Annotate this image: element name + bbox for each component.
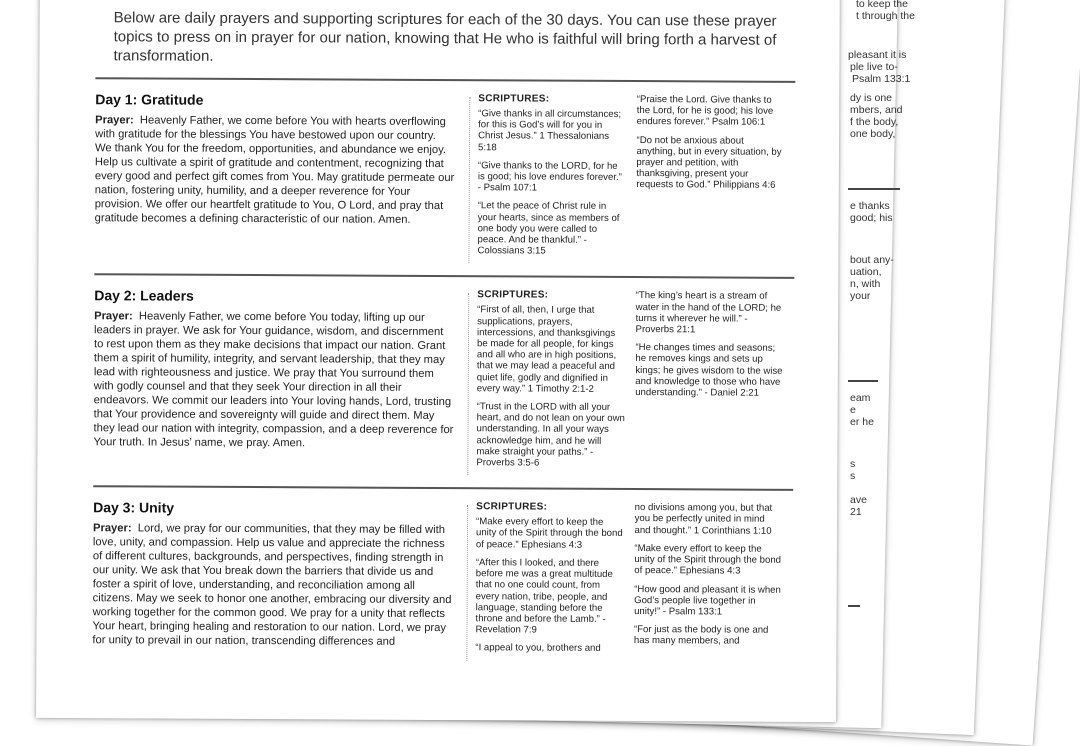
back-fragment: to keep the bbox=[856, 0, 908, 10]
scripture-quote: “Give thanks in all circumstances; for this is God’s will for you in Christ Jesus.” 1 Thessalonians 5:18 bbox=[477, 108, 622, 153]
prayer-body: Lord, we pray for our communities, that they may be filled with love, unity, and compassion. Help us value and appreciate the richness of different cultures, backgrounds, and perspectives, finding strength in our unity. We ask that You break down the barriers that divide us and foster a spirit of love, understanding, and reconciliation among all citizens. May we seek to honor one another, embracing our diversity and working together for the common good. We pray for a unity that reflects Your heart, bringing healing and restoration to our nation. Lord, we pray for unity to prevail in our nation, transcending differences and bbox=[92, 522, 452, 649]
scripture-quote: no divisions among you, but that you be perfectly united in mind and thought.” 1 Corinthians 1:10 bbox=[634, 502, 773, 537]
scripture-quote: “Give thanks to the LORD, for he is good; his love endures forever.” - Psalm 107:1 bbox=[477, 160, 622, 194]
prayer-text bbox=[93, 310, 454, 452]
scriptures-right bbox=[636, 94, 795, 265]
prayer-column bbox=[93, 288, 466, 476]
back-fragment: mbers, and bbox=[850, 104, 903, 116]
back-fragment: one body, bbox=[850, 128, 896, 140]
scripture-quote: “I appeal to you, brothers and bbox=[475, 642, 601, 655]
scriptures-right bbox=[634, 502, 793, 662]
scripture-quote: “For just as the body is one and has many members, and bbox=[633, 624, 769, 647]
back-fragment: s bbox=[850, 470, 856, 482]
back-page-rule bbox=[848, 188, 900, 190]
scriptures-column bbox=[477, 93, 795, 265]
back-fragment: e thanks bbox=[850, 200, 890, 212]
scriptures-left bbox=[476, 290, 635, 477]
back-fragment: t through the bbox=[856, 10, 915, 22]
column-divider bbox=[466, 505, 468, 660]
back-page-rule bbox=[848, 380, 878, 382]
scripture-quote: “The king’s heart is a stream of water in the hand of the LORD; he turns it wherever he will.” - Proverbs 21:1 bbox=[635, 290, 782, 336]
back-fragment: er he bbox=[850, 416, 874, 428]
back-fragment: Psalm 133:1 bbox=[852, 73, 911, 85]
back-fragment: uation, bbox=[850, 266, 882, 278]
scriptures-left bbox=[477, 93, 636, 264]
back-fragment: ple live to- bbox=[850, 61, 898, 73]
scriptures-column bbox=[475, 501, 793, 662]
front-page bbox=[36, 0, 840, 722]
scriptures-heading: SCRIPTURES: bbox=[478, 93, 550, 105]
prayer-body: Heavenly Father, we come before You with hearts overflowing with gratitude for the blessings You have bestowed upon our country. We thank You for the freedom, opportunities, and abundance we enjoy. Help us cultivate a spirit of gratitude and contentment, recognizing that every good and perfect gift comes from You. May gratitude permeate our nation, fostering unity, humility, and a deeper reverence for Your provision. We offer our heartfelt gratitude to You, O Lord, and pray that gratitude becomes a defining characteristic of our nation. Amen. bbox=[94, 114, 455, 226]
day-title: Day 1: Gratitude bbox=[95, 91, 204, 108]
prayer-label: Prayer: bbox=[94, 310, 133, 323]
scripture-quote: “Trust in the LORD with all your heart, and do not lean on your own understanding. In all your ways acknowledge him, and he will make straight your paths.” - Proverbs 3:5-6 bbox=[476, 401, 625, 469]
day-title: Day 2: Leaders bbox=[94, 287, 194, 305]
scriptures-left bbox=[475, 501, 634, 661]
back-fragment: pleasant it is bbox=[848, 49, 907, 61]
back-fragment: your bbox=[850, 290, 871, 302]
back-fragment: n, with bbox=[850, 278, 881, 290]
day-section-3 bbox=[92, 485, 793, 662]
scriptures-heading: SCRIPTURES: bbox=[477, 289, 549, 302]
scripture-quote: “Do not be anxious about anything, but in every situation, by prayer and petition, with thanksgiving, present your requests to God.” Philippians 4:6 bbox=[636, 134, 782, 192]
back-page-rule bbox=[848, 605, 860, 607]
back-fragment: 21 bbox=[850, 506, 862, 518]
back-fragment: e bbox=[850, 404, 856, 416]
back-fragment: good; his bbox=[850, 212, 893, 224]
back-fragment: s bbox=[850, 458, 856, 470]
scripture-quote: “Make every effort to keep the unity of the Spirit through the bond of peace.” Ephesians 4:3 bbox=[634, 542, 782, 577]
scriptures-column bbox=[476, 290, 794, 478]
day-section-2 bbox=[93, 274, 794, 478]
scripture-quote: “Praise the Lord. Give thanks to the Lord, for he is good; his love endures forever.” Psalm 106:1 bbox=[636, 94, 774, 129]
prayer-label: Prayer: bbox=[95, 114, 134, 127]
prayer-text bbox=[95, 113, 456, 227]
prayer-column bbox=[92, 499, 465, 660]
scripture-quote: “Make every effort to keep the unity of the Spirit through the bond of peace.” Ephesians 4:3 bbox=[475, 516, 623, 551]
prayer-body: Heavenly Father, we come before You today, lifting up our leaders in prayer. We ask for Your guidance, wisdom, and discernment to rest upon them as they make decisions that impact our nation. Grant them a spirit of humility, integrity, and servant leadership, that they may lead with righteousness and justice. We pray that You surround them with godly counsel and that they seek Your direction in all their endeavors. We commit our leaders into Your loving hands, Lord, trusting that Your providence and sovereignty will guide and direct them. May they lead our nation with integrity, compassion, and a deep reverence for Your truth. In Jesus’ name, we pray. Amen. bbox=[93, 310, 454, 450]
column-divider bbox=[468, 97, 470, 263]
scripture-quote: “First of all, then, I urge that supplications, prayers, intercessions, and thanksgivings be made for all people, for kings and all who are in high positions, that we may lead a peaceful and quiet life, godly and dignified in every way.” 1 Timothy 2:1-2 bbox=[476, 304, 617, 395]
scripture-quote: “After this I looked, and there before me was a great multitude that no one could count, from every nation, tribe, people, and language, standing before the throne and before the Lamb.” - Revelation 7:9 bbox=[475, 557, 613, 636]
back-fragment: eam bbox=[850, 392, 871, 404]
back-fragment: bout any- bbox=[850, 254, 894, 266]
prayer-column bbox=[94, 91, 467, 263]
intro-paragraph: Below are daily prayers and supporting scriptures for each of the 30 days. You can use these prayer topics to press on in prayer for our nation, knowing that He who is faithful will bring forth a harvest of transformation. bbox=[113, 9, 777, 65]
prayer-text bbox=[92, 521, 453, 649]
scripture-quote: “How good and pleasant it is when God’s people live together in unity!” - Psalm 133:1 bbox=[634, 583, 781, 618]
back-fragment: f the body, bbox=[850, 116, 899, 128]
page-content bbox=[92, 0, 795, 662]
back-fragment: dy is one bbox=[850, 92, 893, 104]
back-fragment: ave bbox=[850, 494, 867, 506]
day-title: Day 3: Unity bbox=[93, 499, 175, 516]
scripture-quote: “He changes times and seasons; he removes kings and sets up kings; he gives wisdom to the wise and knowledge to those who have understanding.” - Daniel 2:21 bbox=[635, 342, 783, 399]
prayer-label: Prayer: bbox=[92, 522, 132, 535]
scriptures-heading: SCRIPTURES: bbox=[476, 501, 548, 513]
column-divider bbox=[467, 294, 469, 476]
day-section-1 bbox=[94, 77, 795, 265]
scripture-quote: “Let the peace of Christ rule in your hearts, since as members of one body you were called to peace. And be thankful.” -Colossians 3:15 bbox=[477, 200, 620, 257]
scriptures-right bbox=[635, 290, 794, 477]
